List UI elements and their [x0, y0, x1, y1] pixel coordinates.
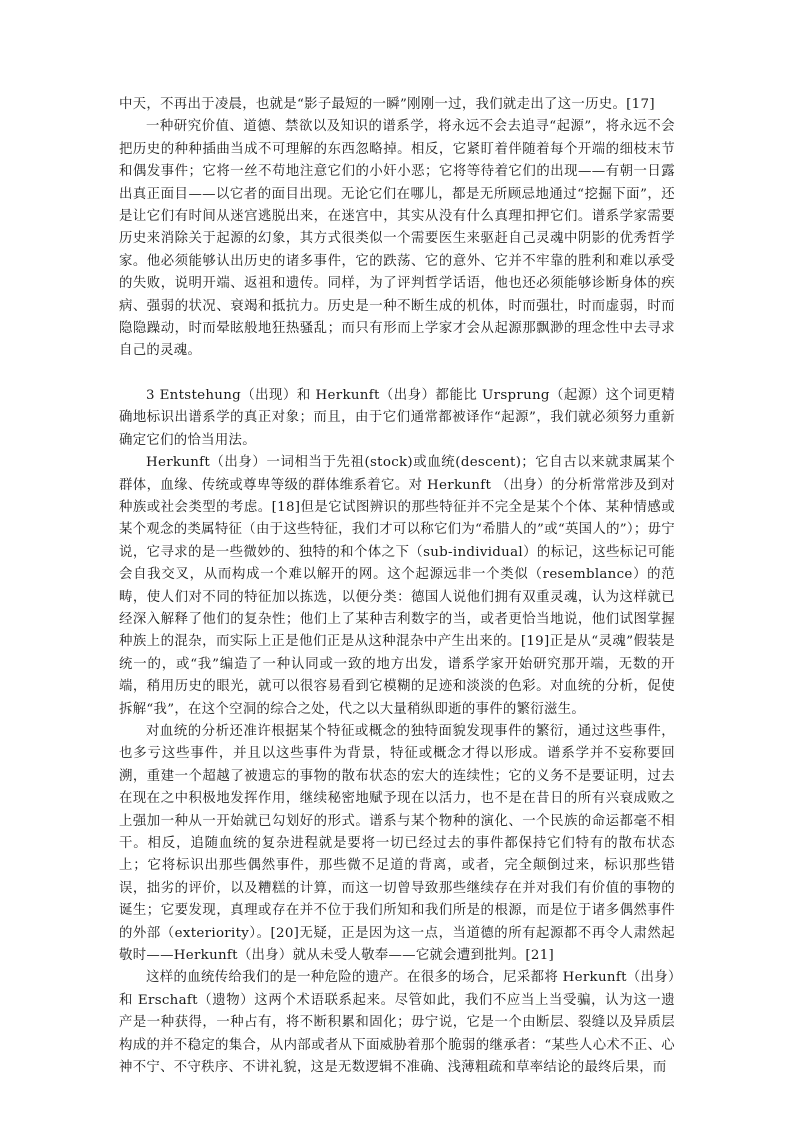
- document-page: [119, 94, 675, 1079]
- paragraph-3: 3 Entstehung（出现）和 Herkunft（出身）都能比 Ursprung（起源）这个词更精确地标识出谱系学的真正对象；而且，由于它们通常都被译作“起源”，我们就必须努力重新确定它们的恰当用法。: [119, 387, 675, 448]
- paragraph-2: 一种研究价值、道德、禁欲以及知识的谱系学，将永远不会去追寻“起源”，将永远不会把历史的种种插曲当成不可理解的东西忽略掉。相反，它紧盯着伴随着每个开端的细枝末节和偶发事件；它将一丝不苟地注意它们的小奸小恶；它将等待着它们的出现——有朝一日露出真正面目——以它者的面目出现。无论它们在哪儿，都是无所顾忌地通过“挖掘下面”，还是让它们有时间从迷宫逃脱出来，在迷宫中，其实从没有什么真理扣押它们。谱系学家需要历史来消除关于起源的幻象，其方式很类似一个需要医生来驱赶自己灵魂中阴影的优秀哲学家。他必须能够认出历史的诸多事件，它的跌荡、它的意外、它并不牢靠的胜利和难以承受的失败，说明开端、返祖和遗传。同样，为了评判哲学话语，他也还必须能够诊断身体的疾病、强弱的状况、衰竭和抵抗力。历史是一种不断生成的机体，时而强壮，时而虚弱，时而隐隐躁动，时而晕眩般地狂热骚乱；而只有形而上学家才会从起源那飘渺的理念性中去寻求自己的灵魂。: [119, 119, 675, 359]
- paragraph-4: Herkunft（出身）一词相当于先祖(stock)或血统(descent)；它自古以来就隶属某个群体，血缘、传统或尊卑等级的群体维系着它。对 Herkunft （出身）的分析常常涉及到对种族或社会类型的考虑。[18]但是它试图辨识的那些特征并不完全是某个个体、某种情感或某个观念的类属特征（由于这些特征，我们才可以称它们为“希腊人的”或“英国人的”）；毋宁说，它寻求的是一些微妙的、独特的和个体之下（sub-individual）的标记，这些标记可能会自我交叉，从而构成一个难以解开的网。这个起源远非一个类似（resemblance）的范畴，使人们对不同的特征加以拣选，以便分类：德国人说他们拥有双重灵魂，认为这样就已经深入解释了他们的复杂性；他们上了某种吉利数字的当，或者更恰当地说，他们试图掌握种族上的混杂，而实际上正是他们正是从这种混杂中产生出来的。[19]正是从“灵魂”假装是统一的，或“我”编造了一种认同或一致的地方出发，谱系学家开始研究那开端，无数的开端，稍用历史的眼光，就可以很容易看到它模糊的足迹和淡淡的色彩。对血统的分析，促使拆解“我”，在这个空洞的综合之处，代之以大量稍纵即逝的事件的繁衍滋生。: [119, 455, 675, 717]
- paragraph-5: 对血统的分析还准许根据某个特征或概念的独特面貌发现事件的繁衍，通过这些事件，也多亏这些事件，并且以这些事件为背景，特征或概念才得以形成。谱系学并不妄称要回溯，重建一个超越了被遗忘的事物的散布状态的宏大的连续性；它的义务不是要证明，过去在现在之中积极地发挥作用，继续秘密地赋予现在以活力，也不是在昔日的所有兴衰成败之上强加一种从一开始就已勾划好的形式。谱系与某个物种的演化、一个民族的命运都毫不相干。相反，追随血统的复杂进程就是要将一切已经过去的事件都保持它们特有的散布状态上；它将标识出那些偶然事件，那些微不足道的背离，或者，完全颠倒过来，标识那些错误，拙劣的评价，以及糟糕的计算，而这一切曾导致那些继续存在并对我们有价值的事物的诞生；它要发现，真理或存在并不位于我们所知和我们所是的根源，而是位于诸多偶然事件的外部（exteriority）。[20]无疑，正是因为这一点，当道德的所有起源都不再令人肃然起敬时——Herkunft（出身）就从未受人敬奉——它就会遭到批判。[21]: [119, 723, 675, 964]
- paragraph-6: 这样的血统传给我们的是一种危险的遗产。在很多的场合，尼采都将 Herkunft（出身）和 Erschaft（遗物）这两个术语联系起来。尽管如此，我们不应当上当受骗，认为这一遗产是一种获得，一种占有，将不断积累和固化；毋宁说，它是一个由断层、裂缝以及异质层构成的并不稳定的集合，从内部或者从下面威胁着那个脆弱的继承者：“某些人心术不正、心神不宁、不守秩序、不讲礼貌，这是无数逻辑不准确、浅薄粗疏和草率结论的最终后果，而: [119, 970, 675, 1076]
- paragraph-1: 中天，不再出于凌晨，也就是“影子最短的一瞬”刚刚一过，我们就走出了这一历史。[17]: [119, 97, 655, 112]
- paragraph-gap: [119, 363, 675, 385]
